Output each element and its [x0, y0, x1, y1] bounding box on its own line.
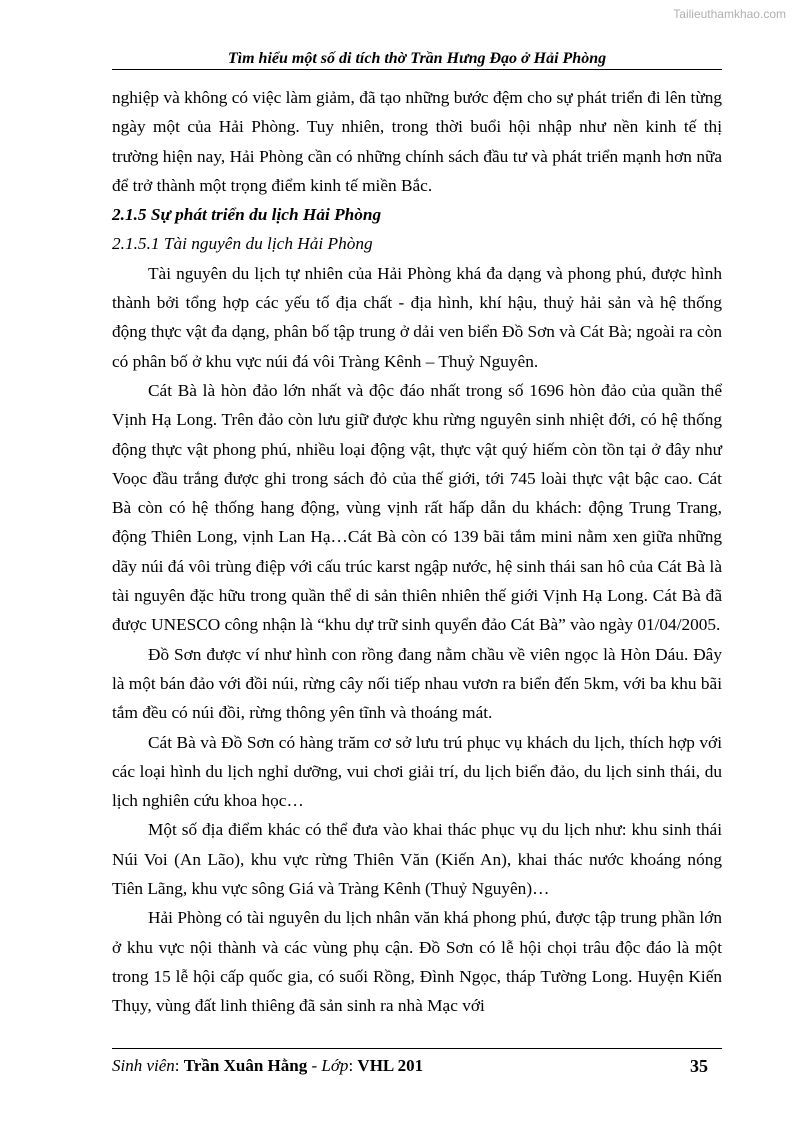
footer-divider: [112, 1048, 722, 1049]
paragraph-do-son: Đồ Sơn được ví như hình con rồng đang nằm chầu về viên ngọc là Hòn Dáu. Đây là một bán đảo với đồi núi, rừng cây nối tiếp nhau vươn ra biển đến 5km, với ba khu bãi tắm đều có núi đồi, rừng thông yên tĩnh và thoáng mát.: [112, 644, 722, 723]
paragraph-natural-resources: Tài nguyên du lịch tự nhiên của Hải Phòng khá đa dạng và phong phú, được hình thành bởi tổng hợp các yếu tố địa chất - địa hình, khí hậu, thuỷ hải sản và hệ thống động thực vật đa dạng, phân bố tập trung ở dải ven biển Đồ Sơn và Cát Bà; ngoài ra còn có phân bố ở khu vực núi đá vôi Tràng Kênh – Thuỷ Nguyên.: [112, 263, 722, 371]
section-heading-2-1-5: 2.1.5 Sự phát triển du lịch Hải Phòng: [112, 205, 382, 225]
header-divider: [112, 69, 722, 70]
watermark-text: Tailieuthamkhao.com: [673, 7, 786, 21]
subsection-heading-2-1-5-1: 2.1.5.1 Tài nguyên du lịch Hải Phòng: [112, 234, 373, 254]
class-value: VHL 201: [357, 1056, 424, 1075]
footer-student-info: [112, 1056, 423, 1076]
page-body: [112, 83, 722, 1021]
running-header-title: Tìm hiểu một số di tích thờ Trần Hưng Đạo ở Hải Phòng: [227, 50, 607, 67]
colon-separator: :: [174, 1056, 184, 1075]
colon-separator-2: :: [348, 1056, 358, 1075]
class-label: Lớp: [321, 1056, 349, 1075]
dash-separator: -: [307, 1056, 322, 1075]
paragraph-other-sites: Một số địa điểm khác có thể đưa vào khai thác phục vụ du lịch như: khu sinh thái Núi Voi (An Lão), khu vực rừng Thiên Văn (Kiến An), khai thác nước khoáng nóng Tiên Lãng, khu vực sông Giá và Tràng Kênh (Thuỷ Nguyên)…: [112, 820, 722, 899]
paragraph-continuation: nghiệp và không có việc làm giảm, đã tạo những bước đệm cho sự phát triển đi lên từng ngày một của Hải Phòng. Tuy nhiên, trong thời buổi hội nhập như nền kinh tế thị trường hiện nay, Hải Phòng cần có những chính sách đầu tư và phát triển mạnh hơn nữa để trở thành một trọng điểm kinh tế miền Bắc.: [112, 88, 722, 195]
paragraph-cultural-resources: Hải Phòng có tài nguyên du lịch nhân văn khá phong phú, được tập trung phần lớn ở khu vực nội thành và các vùng phụ cận. Đồ Sơn có lễ hội chọi trâu độc đáo là một trong 15 lễ hội cấp quốc gia, có suối Rồng, Đình Ngọc, tháp Tường Long. Huyện Kiến Thụy, vùng đất linh thiêng đã sản sinh ra nhà Mạc với: [112, 908, 722, 1016]
student-label: Sinh viên: [112, 1056, 175, 1075]
paragraph-cat-ba: Cát Bà là hòn đảo lớn nhất và độc đáo nhất trong số 1696 hòn đảo của quần thể Vịnh Hạ Long. Trên đảo còn lưu giữ được khu rừng nguyên sinh nhiệt đới, có hệ thống động thực vật phong phú, nhiều loại động vật, thực vật quý hiếm còn tồn tại ở đây như Voọc đầu trắng được ghi trong sách đỏ của thế giới, tới 745 loài thực vật bậc cao. Cát Bà còn có hệ thống hang động, vùng vịnh rất hấp dẫn du khách: động Trung Trang, động Thiên Long, vịnh Lan Hạ…Cát Bà còn có 139 bãi tắm mini nằm xen giữa những dãy núi đá vôi trùng điệp với cấu trúc karst ngập nước, hệ sinh thái san hô của Cát Bà là tài nguyên đặc hữu trong quần thể di sản thiên nhiên thế giới Vịnh Hạ Long. Cát Bà đã được UNESCO công nhận là “khu dự trữ sinh quyển đảo Cát Bà” vào ngày 01/04/2005.: [112, 380, 722, 635]
page-number: 35: [690, 1056, 708, 1076]
paragraph-accommodation: Cát Bà và Đồ Sơn có hàng trăm cơ sở lưu trú phục vụ khách du lịch, thích hợp với các loại hình du lịch nghỉ dưỡng, vui chơi giải trí, du lịch biển đảo, du lịch sinh thái, du lịch nghiên cứu khoa học…: [112, 732, 722, 811]
student-name: Trần Xuân Hằng: [183, 1056, 308, 1075]
